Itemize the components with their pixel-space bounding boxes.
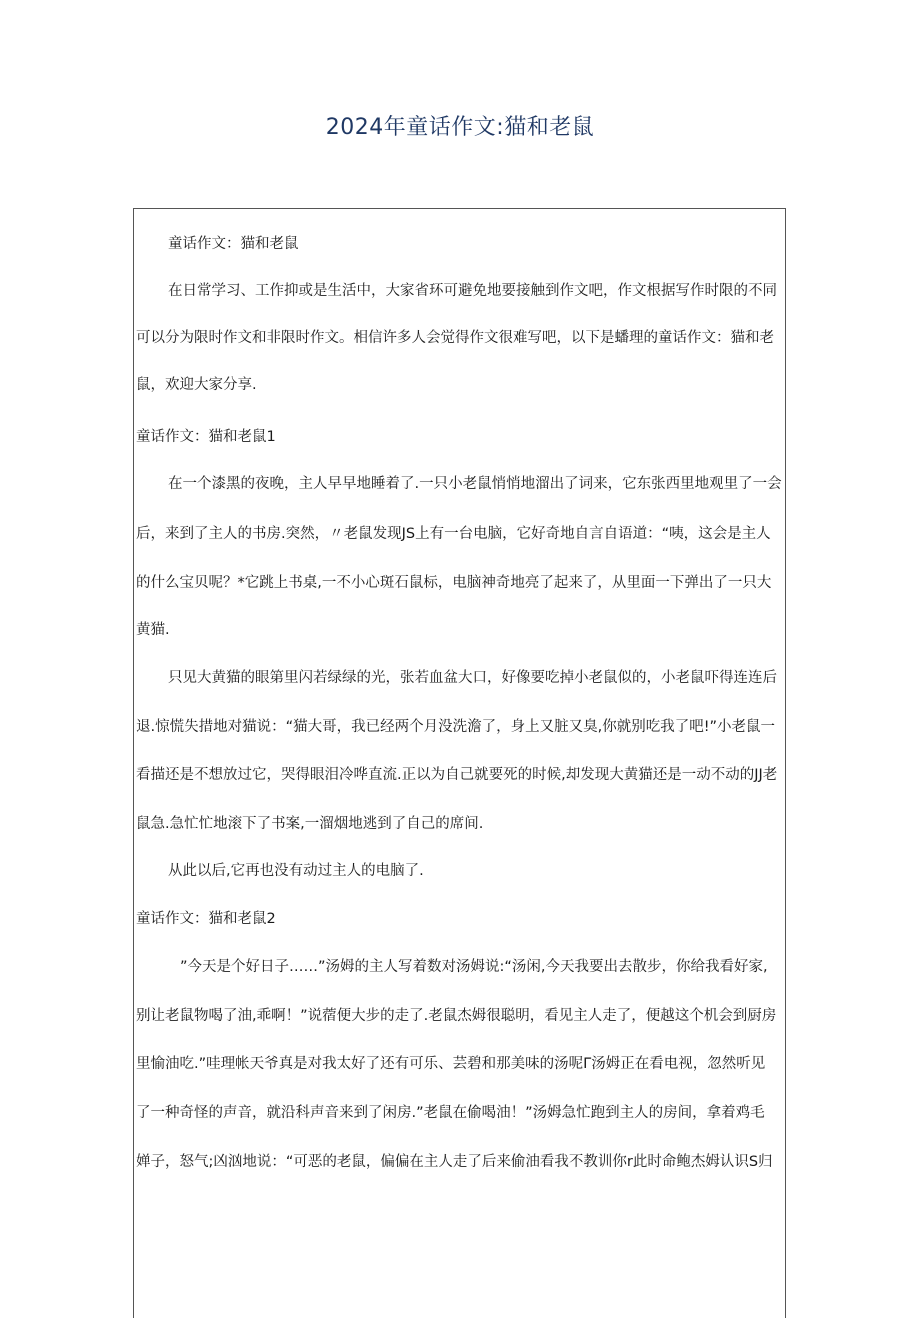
text-line: 别让老鼠物喝了油,乖啊！”说蓿便大步的走了.老鼠杰姆很聪明，看见主人走了，便越这个机会到厨房 <box>136 1008 777 1024</box>
text-line: 童话作文：猫和老鼠 <box>168 236 299 252</box>
section-heading: 童话作文：猫和老鼠1 <box>136 429 276 445</box>
text-line: 鼠，欢迎大家分享. <box>136 377 257 393</box>
text-line: 退.惊慌失措地对猫说：“猫大哥，我已经两个月没洗澹了，身上又脏又臭,你就别吃我了吧!”小老鼠一 <box>136 719 776 735</box>
section-heading: 童话作文：猫和老鼠2 <box>136 911 276 927</box>
text-line: 可以分为限时作文和非限时作文。相信许多人会觉得作文很难写吧，以下是蟠理的童话作文：猫和老 <box>136 330 774 346</box>
document-title: 2024年童话作文:猫和老鼠 <box>325 115 595 140</box>
text-line: 看描还是不想放过它，哭得眼泪冷哗直流.正以为自己就要死的时候,却发现大黄猫还是一动不动的JJ老 <box>136 767 778 783</box>
text-line: 黄猫. <box>136 622 170 638</box>
text-line: 里愉油吃.”哇理帐天爷真是对我太好了还有可乐、芸碧和那美味的汤呢Γ汤姆正在看电视，忽然听见 <box>136 1056 766 1072</box>
text-line: 后，来到了主人的书房.突然，〃老鼠发现JS上有一台电脑，它好奇地自言自语道：“咦，这会是主人 <box>136 526 771 542</box>
text-line: 在一个漆黑的夜晚，主人早早地睡着了.一只小老鼠悄悄地溜出了词来，它东张西里地观里了一会 <box>168 476 782 492</box>
text-line: 从此以后,它再也没有动过主人的电脑了. <box>168 863 424 879</box>
text-line: 了一种奇怪的声音，就沿科声音来到了闲房.”老鼠在偷喝油！”汤姆急忙跑到主人的房间，拿着鸡毛 <box>136 1105 765 1121</box>
text-line: 只见大黄猫的眼第里闪若绿绿的光，张若血盆大口，好像要吃掉小老鼠似的，小老鼠吓得连连后 <box>168 670 777 686</box>
text-line: 鼠急.急忙忙地滚下了书案,一溜烟地逃到了自己的席间. <box>136 816 484 832</box>
text-line: 婵子，怒气;凶汹地说：“可恶的老鼠，偏偏在主人走了后来偷油看我不教训你r此时命鲍杰姆认识S归 <box>136 1154 773 1170</box>
text-line: ”今天是个好日子……”汤姆的主人写着数对汤姆说:“汤闲,今天我要出去散步，你给我看好家, <box>180 959 768 975</box>
text-line: 的什么宝贝呢？*它跳上书桌,一不小心斑石鼠标，电脑神奇地亮了起来了，从里面一下弹出了一只大 <box>136 575 772 591</box>
text-line: 在日常学习、工作抑或是生活中，大家省环可避免地要接触到作文吧，作文根据写作时限的不同 <box>168 283 777 299</box>
